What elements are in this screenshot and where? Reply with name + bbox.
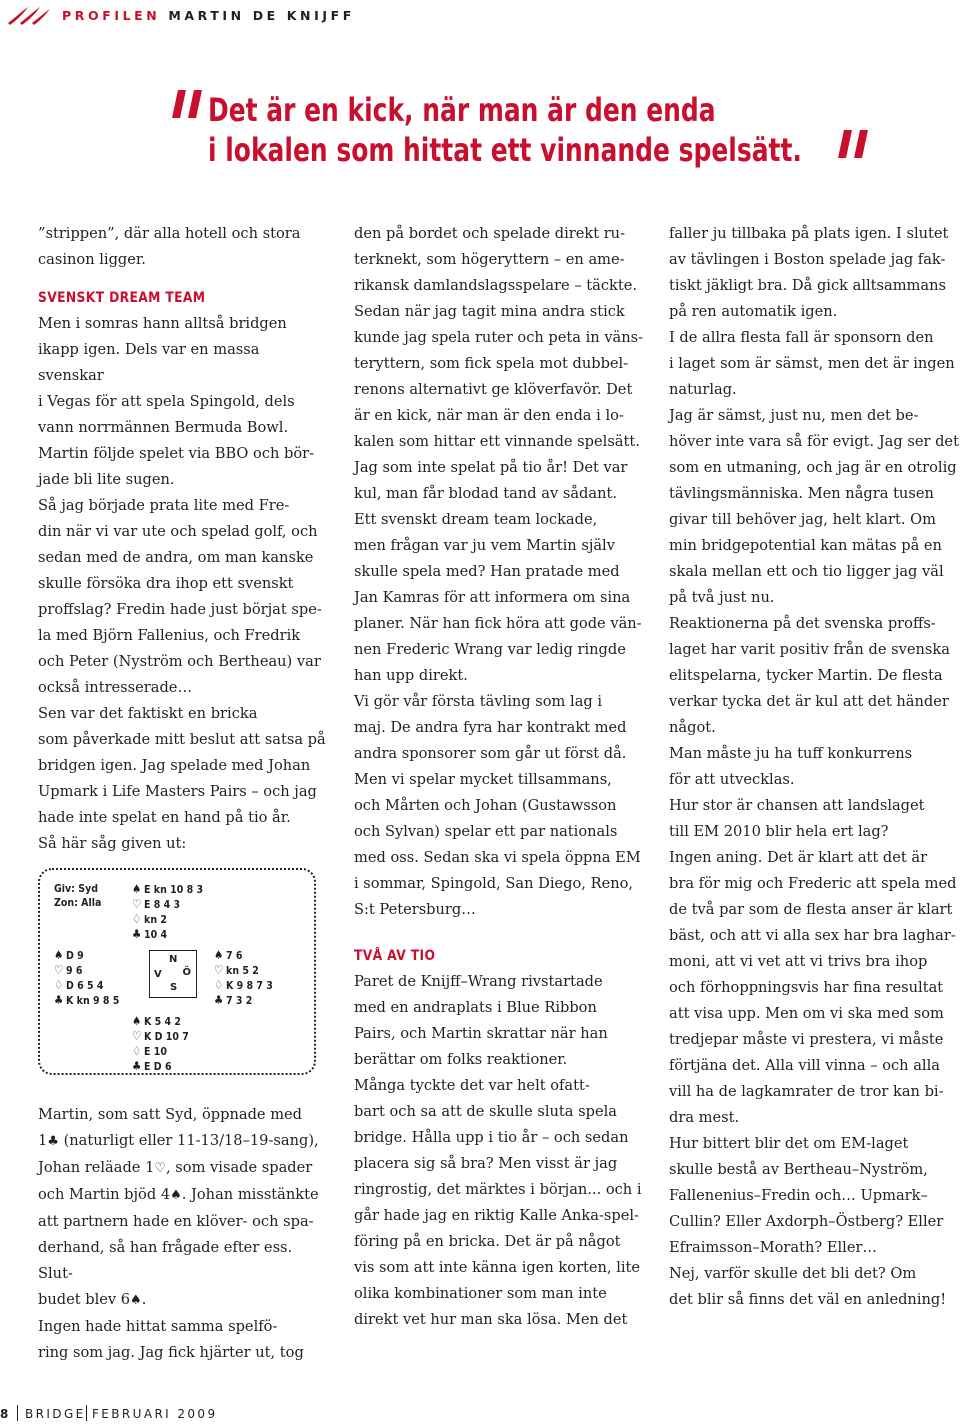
north-diamonds: kn 2 (144, 913, 167, 926)
paragraph: Sen var det faktiskt en bricka som påverkade mitt beslut att satsa på bridgen igen. Jag spelade med Johan Upmark i Life Masters Pairs – och jag hade inte spelat en hand på tio år. (38, 705, 326, 826)
footer-divider (17, 1405, 18, 1421)
south-hearts: K D 10 7 (144, 1030, 189, 1043)
west-diamonds: D 6 5 4 (66, 979, 104, 992)
article-column-2 (354, 221, 650, 1333)
text-run: 1 (38, 1132, 48, 1149)
text-run: , som visade spader (166, 1159, 313, 1176)
west-clubs: K kn 9 8 5 (66, 994, 120, 1007)
paragraph: Ingen aning. Det är klart att det är bra för mig och Frederic att spela med de två par som de flesta anser är klart bäst, och att vi alla sex har bra laghar- moni, att vi vet att vi trivs bra ihop och förhoppningsvis har fina resultat att visa upp. Men om vi ska med som tredjepar måste vi prestera, vi måste förtjäna det. Alla vill vinna – och alla vill ha de lagkamrater de tror kan bi- dra mest. (669, 849, 957, 1126)
pull-quote (168, 82, 928, 194)
heart-icon: ♡ (154, 1161, 167, 1176)
issue-date: FEBRUARI 2009 (92, 1407, 218, 1421)
spade-icon: ♠ (132, 882, 142, 896)
spade-icon: ♠ (170, 1188, 182, 1203)
page-header (0, 0, 960, 34)
close-quote-icon (834, 128, 872, 160)
kicker-prefix: PROFILEN (62, 8, 161, 23)
kicker-name: MARTIN DE KNIJFF (168, 8, 355, 23)
club-icon: ♣ (132, 1059, 142, 1073)
paragraph: Man måste ju ha tuff konkurrens för att utvecklas. (669, 745, 913, 788)
club-icon: ♣ (132, 927, 142, 941)
compass-north: N (169, 954, 178, 965)
heart-icon: ♡ (214, 963, 224, 977)
paragraph: Ingen hade hittat samma spelfö- ring som jag. Jag fick hjärter ut, tog (38, 1318, 304, 1361)
text-run: att partnern hade en klöver- och spa- derhand, så han frågade efter ess. Slut- (38, 1213, 314, 1282)
article-column-3 (669, 221, 959, 1313)
diamond-icon: ♢ (132, 912, 142, 926)
paragraph: Ett svenskt dream team lockade, men frågan var ju vem Martin själv skulle spela med? Han pratade med Jan Kamras för att informera om sina planer. När han fick höra att gode vän- nen Frederic Wrang var ledig ringde han upp direkt. (354, 511, 642, 684)
compass-west: V (154, 969, 162, 980)
deal-dealer: Giv: Syd (54, 882, 99, 895)
paragraph (38, 1102, 328, 1314)
magazine-name: BRIDGE (25, 1407, 86, 1421)
footer-divider (86, 1405, 87, 1421)
club-icon: ♣ (47, 1134, 59, 1149)
text-run: budet blev 6 (38, 1291, 131, 1308)
paragraph: Många tyckte det var helt ofatt- bart och sa att de skulle sluta spela bridge. Hålla upp i tio år – och sedan placera sig så bra? Men visst är jag ringrostig, det märktes i början... och i går hade jag en riktig Kalle Anka-spel- föring på en bricka. Det är på något vis som att inte känna igen korten, lite olika kombinationer som man inte direkt vet hur man ska lösa. Men det (354, 1077, 642, 1328)
diamond-icon: ♢ (132, 1044, 142, 1058)
club-icon: ♣ (54, 993, 64, 1007)
west-hearts: 9 6 (66, 964, 83, 977)
text-run: . (141, 1291, 147, 1308)
text-run: (naturligt eller 11-13/18–19-sang), (58, 1132, 319, 1149)
east-hearts: kn 5 2 (226, 964, 259, 977)
paragraph: Reaktionerna på det svenska proffs- laget har varit positiv från de svenska elitspelarna, tycker Martin. De flesta verkar tycka det är kul att det händer något. (669, 615, 950, 736)
section-heading-dream-team: SVENSKT DREAM TEAM (38, 290, 206, 306)
table-compass (149, 950, 197, 998)
spade-icon: ♠ (130, 1293, 142, 1308)
diamond-icon: ♢ (54, 978, 64, 992)
paragraph: Så jag började prata lite med Fre- din när vi var ute och spelad golf, och sedan med de andra, om man kanske skulle försöka dra ihop ett svenskt proffslag? Fredin hade just börjat spe- la med Björn Fallenius, och Fredrik och Peter (Nyström och Bertheau) var också intresserade… (38, 497, 322, 696)
paragraph: Paret de Knijff–Wrang rivstartade med en andraplats i Blue Ribbon Pairs, och Martin skrattar när han berättar om folks reaktioner. (354, 973, 608, 1068)
club-icon: ♣ (214, 993, 224, 1007)
north-clubs: 10 4 (144, 928, 168, 941)
paragraph: I de allra flesta fall är sponsorn den i laget som är sämst, men det är ingen naturlag. (669, 329, 955, 398)
paragraph: Men i somras hann alltså bridgen ikapp igen. Dels var en massa svenskar i Vegas för att spela Spingold, dels vann norrmännen Bermuda Bowl. Martin följde spelet via BBO och bör- jade bli lite sugen. (38, 315, 315, 488)
paragraph: ”strippen”, där alla hotell och stora casinon ligger. (38, 225, 301, 268)
hand-south (132, 1014, 189, 1074)
south-spades: K 5 4 2 (144, 1015, 182, 1028)
south-clubs: E D 6 (144, 1060, 172, 1073)
compass-east: Ö (182, 967, 191, 978)
paragraph: Jag är sämst, just nu, men det be- höver inte vara så för evigt. Jag ser det som en utmaning, och jag är en otrolig tävlingsmänniska. Men några tusen givar till behöver jag, helt klart. Om min bridgepotential kan mätas på en skala mellan ett och tio ligger jag väl på två just nu. (669, 407, 959, 606)
bridge-deal-diagram (38, 868, 316, 1075)
west-spades: D 9 (66, 949, 84, 962)
south-diamonds: E 10 (144, 1045, 167, 1058)
spade-icon: ♠ (132, 1014, 142, 1028)
deal-info (54, 882, 101, 910)
section-heading-two-of-ten: TVÅ AV TIO (354, 948, 436, 964)
page-footer (0, 1402, 400, 1424)
red-feathers-logo-icon (6, 5, 52, 27)
text-run: och Martin bjöd 4 (38, 1186, 171, 1203)
hand-west (54, 948, 119, 1008)
paragraph: faller ju tillbaka på plats igen. I slutet av tävlingen i Boston spelade jag fak- tiskt jäkligt bra. Då gick alltsammans på ren automatik igen. (669, 225, 949, 320)
article-column-1-continued (38, 1102, 328, 1366)
deal-vulnerability: Zon: Alla (54, 896, 102, 909)
heart-icon: ♡ (132, 1029, 142, 1043)
east-clubs: 7 3 2 (226, 994, 253, 1007)
heart-icon: ♡ (132, 897, 142, 911)
east-diamonds: K 9 8 7 3 (226, 979, 273, 992)
hand-north (132, 882, 203, 942)
hand-east (214, 948, 273, 1008)
compass-south: S (170, 982, 178, 993)
north-spades: E kn 10 8 3 (144, 883, 204, 896)
text-run: Johan reläade 1 (38, 1159, 155, 1176)
paragraph: Nej, varför skulle det bli det? Om det blir så finns det väl en anledning! (669, 1265, 947, 1308)
heart-icon: ♡ (54, 963, 64, 977)
page-number: 8 (0, 1407, 9, 1421)
section-kicker (62, 8, 355, 24)
east-spades: 7 6 (226, 949, 243, 962)
diamond-icon: ♢ (214, 978, 224, 992)
text-run: . Johan misstänkte (181, 1186, 319, 1203)
paragraph: Hur bittert blir det om EM-laget skulle bestå av Bertheau–Nyström, Fallenenius–Fredin och… Upmark– Cullin? Eller Axdorph–Östberg? Eller Efraimsson–Morath? Eller… (669, 1135, 944, 1256)
paragraph: Så här såg given ut: (38, 835, 187, 852)
paragraph: Vi gör vår första tävling som lag i maj. De andra fyra har kontrakt med andra sponsorer som går ut först då. Men vi spelar mycket tillsammans, och Mårten och Johan (Gustawsson och Sylvan) spelar ett par nationals med oss. Sedan ska vi spela öppna EM i sommar, Spingold, San Diego, Reno, S:t Petersburg… (354, 693, 641, 918)
article-column-1 (38, 221, 328, 857)
spade-icon: ♠ (54, 948, 64, 962)
paragraph: den på bordet och spelade direkt ru- terknekt, som högeryttern – en ame- rikansk damlandslagsspelare – täckte. Sedan när jag tagit mina andra stick kunde jag spela ruter och peta in väns- teryttern, som fick spela mot dubbel- renons alternativt ge klöverfavör. Det är en kick, när man är den enda i lo- kalen som hittar ett vinnande spelsätt. Jag som inte spelat på tio år! Det var kul, man får blodad tand av sådant. (354, 225, 644, 502)
pull-quote-line-1: Det är en kick, när man är den enda (208, 91, 716, 129)
north-hearts: E 8 4 3 (144, 898, 181, 911)
pull-quote-line-2: i lokalen som hittat ett vinnande spelsätt. (208, 131, 802, 169)
text-run: Martin, som satt Syd, öppnade med (38, 1106, 303, 1123)
spade-icon: ♠ (214, 948, 224, 962)
open-quote-icon (168, 88, 206, 120)
paragraph: Hur stor är chansen att landslaget till EM 2010 blir hela ert lag? (669, 797, 925, 840)
